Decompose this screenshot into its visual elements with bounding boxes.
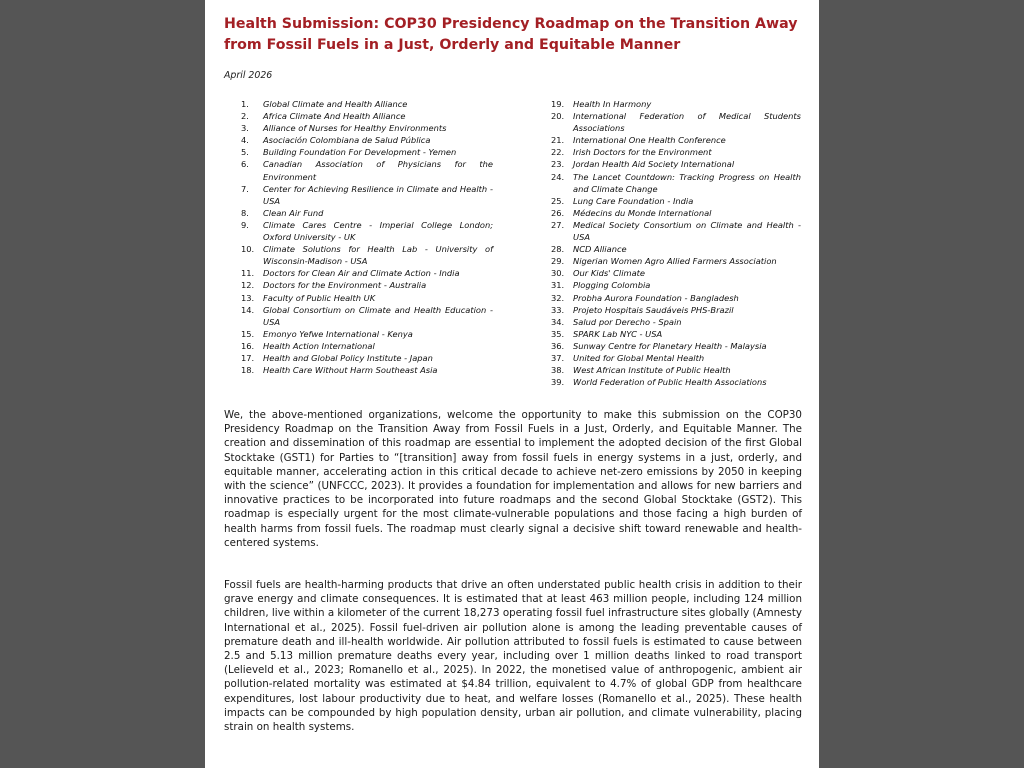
organization-name: Projeto Hospitais Saudáveis PHS-Brazil [573, 304, 734, 315]
organization-name: Asociación Colombiana de Salud Pública [263, 135, 431, 146]
organization-list-right [551, 98, 801, 388]
organization-item [241, 146, 493, 158]
organization-name: Climate Cares Centre - Imperial College London; Oxford University - UK [263, 219, 493, 243]
organization-number: 9. [241, 219, 249, 230]
organization-item [241, 352, 493, 364]
organization-item [551, 219, 801, 243]
organization-number: 25. [551, 195, 565, 206]
organization-name: Center for Achieving Resilience in Climate and Health - USA [263, 183, 493, 206]
organization-name: The Lancet Countdown: Tracking Progress on Health and Climate Change [573, 171, 801, 194]
organization-item [241, 207, 493, 219]
organization-item [241, 364, 493, 376]
organization-name: Health and Global Policy Institute - Japan [263, 352, 433, 363]
organization-name: International One Health Conference [573, 135, 726, 146]
organization-name: Emonyo Yefwe International - Kenya [263, 328, 413, 339]
document-page [205, 0, 819, 768]
organization-number: 34. [551, 316, 565, 327]
organization-name: Salud por Derecho - Spain [573, 316, 682, 327]
organization-item [241, 279, 493, 291]
body-paragraph-intro: We, the above-mentioned organizations, welcome the opportunity to make this submission on the COP30 Presidency Roadmap on the Transition Away from Fossil Fuels in a Just, Orderly, and Equitable Manner. The creation and dissemination of this roadmap are essential to implement the adopted decision of the first Global Stocktake (GST1) for Parties to “[transition] away from fossil fuels in energy systems in a just, orderly, and equitable manner, accelerating action in this critical decade to achieve net-zero emissions by 2050 in keeping with the science” (UNFCCC, 2023). It provides a foundation for implementation and allows for new barriers and innovative practices to be incorporated into future roadmaps and the second Global Stocktake (GST2). This roadmap is especially urgent for the most climate-vulnerable populations and those facing a high burden of health harms from fossil fuels. The roadmap must clearly signal a decisive shift toward renewable and health-centered systems. [224, 409, 802, 549]
organization-item [551, 304, 801, 316]
organization-number: 27. [551, 219, 565, 230]
organization-item [551, 267, 801, 279]
document-date: April 2026 [224, 70, 273, 81]
organization-name: Building Foundation For Development - Yemen [263, 147, 457, 158]
organization-number: 10. [241, 244, 255, 255]
organization-list-left [241, 98, 493, 376]
organization-name: Sunway Centre for Planetary Health - Malaysia [573, 340, 767, 351]
organization-name: Global Consortium on Climate and Health Education - USA [263, 304, 493, 327]
organization-number: 15. [241, 328, 255, 339]
organization-number: 19. [551, 99, 565, 109]
organization-item [241, 267, 493, 279]
organization-item [551, 255, 801, 267]
organization-name: Our Kids' Climate [573, 268, 646, 279]
organization-number: 30. [551, 268, 565, 279]
organization-item [551, 207, 801, 219]
organization-number: 31. [551, 280, 565, 291]
organization-number: 28. [551, 244, 565, 255]
organization-number: 5. [241, 147, 249, 158]
organization-name: NCD Alliance [573, 244, 627, 255]
organization-name: Nigerian Women Agro Allied Farmers Association [573, 256, 777, 267]
organization-item [241, 110, 493, 122]
organization-item [241, 122, 493, 134]
organization-number: 14. [241, 304, 255, 315]
body-paragraph-health-impacts: Fossil fuels are health-harming products that drive an often understated public health crisis in addition to their grave energy and climate consequences. It is estimated that at least 463 million people, including 124 million children, live within a kilometer of the current 18,273 operating fossil fuel infrastructure sites globally (Amnesty International et al., 2025). Fossil fuel-driven air pollution alone is among the leading preventable causes of premature death and ill-health worldwide. Air pollution attributed to fossil fuels is estimated to cause between 2.5 and 5.13 million premature deaths every year, including over 1 million deaths linked to road transport (Lelieveld et al., 2023; Romanello et al., 2025). In 2022, the monetised value of anthropogenic, ambient air pollution-related mortality was estimated at $4.84 trillion, equivalent to 4.7% of global GDP from healthcare expenditures, lost labour productivity due to heat, and welfare losses (Romanello et al., 2025). These health impacts can be compounded by high population density, urban air pollution, and climate vulnerability, placing strain on health systems. [224, 579, 802, 734]
organization-number: 7. [241, 183, 249, 194]
organization-number: 22. [551, 147, 565, 158]
organization-item [241, 243, 493, 267]
organization-item [551, 279, 801, 291]
organization-name: Plogging Colombia [573, 280, 651, 291]
organization-number: 29. [551, 256, 565, 267]
organization-item [551, 292, 801, 304]
organization-item [551, 134, 801, 146]
organization-name: Doctors for Clean Air and Climate Action - India [263, 268, 460, 279]
organization-name: Probha Aurora Foundation - Bangladesh [573, 292, 739, 303]
organization-number: 18. [241, 365, 255, 376]
organization-item [241, 292, 493, 304]
organization-number: 13. [241, 292, 255, 303]
organization-number: 1. [241, 99, 249, 109]
organization-item [551, 340, 801, 352]
organization-name: West African Institute of Public Health [573, 365, 731, 376]
organization-item [551, 171, 801, 195]
organization-item [551, 146, 801, 158]
organization-item [241, 340, 493, 352]
organization-name: Health In Harmony [573, 99, 652, 109]
organization-item [551, 376, 801, 388]
organization-item [551, 364, 801, 376]
organization-name: Jordan Health Aid Society International [573, 159, 735, 170]
organization-item [551, 328, 801, 340]
organization-name: World Federation of Public Health Associations [573, 377, 767, 388]
organization-name: Faculty of Public Health UK [263, 292, 376, 303]
document-title: Health Submission: COP30 Presidency Roadmap on the Transition Away from Fossil Fuels in a Just, Orderly and Equitable Manner [224, 16, 798, 53]
organization-number: 20. [551, 111, 565, 122]
organization-name: Canadian Association of Physicians for the Environment [263, 159, 493, 182]
organization-item [551, 352, 801, 364]
organization-name: Alliance of Nurses for Healthy Environments [263, 123, 447, 134]
organization-number: 2. [241, 111, 249, 122]
organization-number: 17. [241, 352, 255, 363]
organization-number: 23. [551, 159, 565, 170]
organization-number: 37. [551, 352, 565, 363]
organization-item [241, 304, 493, 328]
organization-number: 38. [551, 365, 565, 376]
organization-item [241, 183, 493, 207]
organization-number: 6. [241, 159, 249, 170]
organization-item [241, 134, 493, 146]
organization-number: 4. [241, 135, 249, 146]
organization-number: 36. [551, 340, 565, 351]
organization-number: 8. [241, 207, 249, 218]
organization-number: 12. [241, 280, 255, 291]
organization-item [551, 110, 801, 134]
organization-item [241, 158, 493, 182]
organization-item [241, 219, 493, 243]
organization-number: 16. [241, 340, 255, 351]
organization-number: 39. [551, 377, 565, 388]
organization-item [551, 316, 801, 328]
organization-name: Clean Air Fund [263, 207, 324, 218]
organization-number: 35. [551, 328, 565, 339]
organization-name: SPARK Lab NYC - USA [573, 328, 663, 339]
organization-name: Africa Climate And Health Alliance [263, 111, 406, 122]
organization-number: 26. [551, 207, 565, 218]
organization-name: Irish Doctors for the Environment [573, 147, 712, 158]
organization-name: Global Climate and Health Alliance [263, 99, 408, 109]
organization-item [241, 328, 493, 340]
organization-name: Lung Care Foundation - India [573, 195, 694, 206]
organization-name: United for Global Mental Health [573, 352, 705, 363]
organization-name: Health Care Without Harm Southeast Asia [263, 365, 438, 376]
organization-number: 32. [551, 292, 565, 303]
organization-number: 33. [551, 304, 565, 315]
organization-item [551, 158, 801, 170]
organization-name: Doctors for the Environment - Australia [263, 280, 427, 291]
organization-item [551, 243, 801, 255]
organization-name: Health Action International [263, 340, 375, 351]
organization-item [551, 195, 801, 207]
organization-number: 24. [551, 171, 565, 182]
organization-name: Médecins du Monde International [573, 207, 712, 218]
organization-name: Climate Solutions for Health Lab - University of Wisconsin-Madison - USA [263, 244, 493, 267]
organization-number: 21. [551, 135, 565, 146]
organization-number: 3. [241, 123, 249, 134]
organization-name: International Federation of Medical Students Associations [573, 111, 801, 134]
organization-item [551, 98, 801, 110]
organization-name: Medical Society Consortium on Climate and Health - USA [573, 219, 801, 243]
organization-number: 11. [241, 268, 255, 279]
organization-item [241, 98, 493, 110]
